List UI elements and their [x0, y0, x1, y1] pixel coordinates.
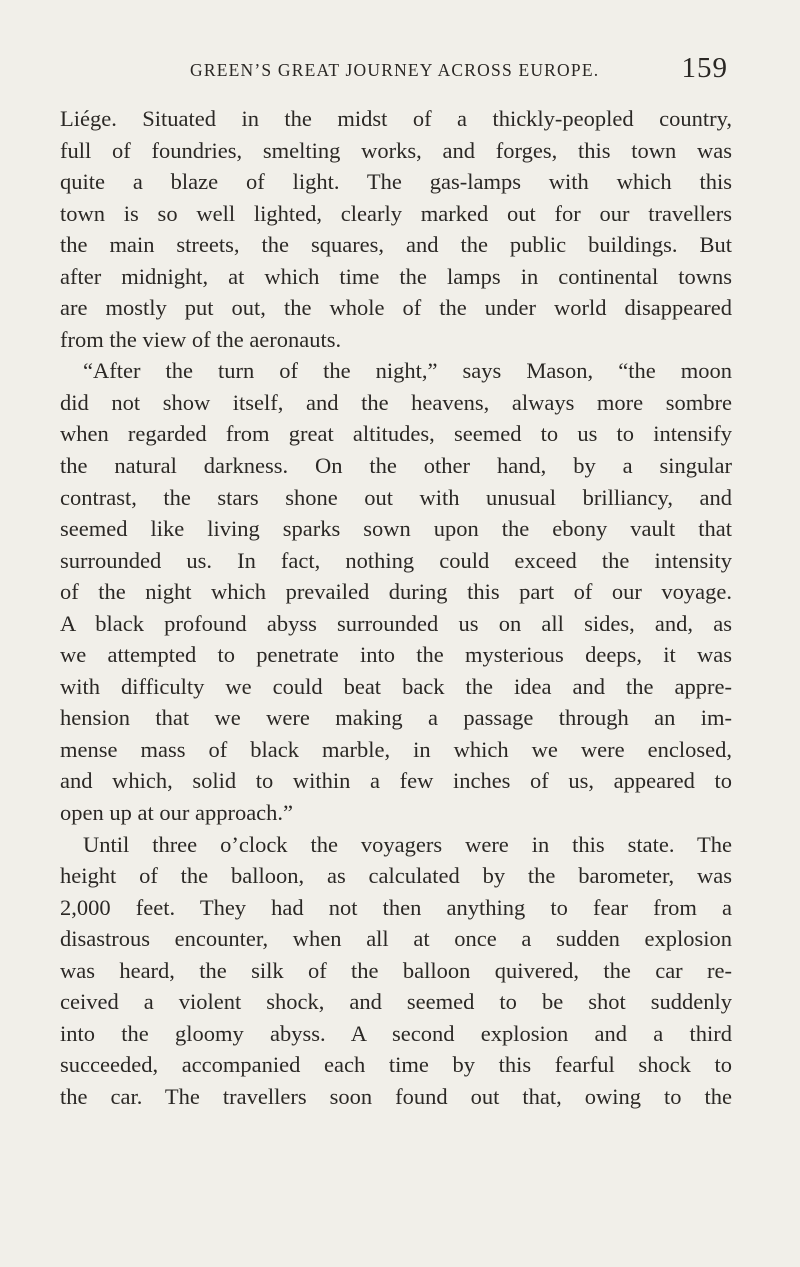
text-line: and which, solid to within a few inches of us, appeared to	[60, 768, 732, 794]
running-head: GREEN’S GREAT JOURNEY ACROSS EUROPE.	[190, 60, 600, 80]
text-line: into the gloomy abyss. A second explosion and a third	[60, 1020, 732, 1046]
text-line: hension that we were making a passage through an im-	[60, 705, 732, 731]
text-line: “After the turn of the night,” says Mason, “the moon	[83, 358, 732, 384]
text-line: succeeded, accompanied each time by this fearful shock to	[60, 1052, 732, 1078]
text-line: height of the balloon, as calculated by the barometer, was	[60, 863, 732, 889]
text-line: A black profound abyss surrounded us on all sides, and, as	[60, 610, 732, 636]
text-line: did not show itself, and the heavens, always more sombre	[60, 389, 732, 415]
text-line: ceived a violent shock, and seemed to be shot suddenly	[60, 989, 732, 1015]
text-line: are mostly put out, the whole of the under world disappeared	[60, 295, 732, 321]
text-line: open up at our approach.”	[60, 800, 294, 826]
text-line: quite a blaze of light. The gas-lamps with which this	[60, 169, 732, 195]
body-text	[60, 103, 732, 1113]
text-line: we attempted to penetrate into the mysterious deeps, it was	[60, 642, 732, 668]
text-line: surrounded us. In fact, nothing could exceed the intensity	[60, 547, 732, 573]
text-line: full of foundries, smelting works, and forges, this town was	[60, 137, 732, 163]
text-line: contrast, the stars shone out with unusual brilliancy, and	[60, 484, 732, 510]
text-line: town is so well lighted, clearly marked out for our travellers	[60, 200, 732, 226]
text-line: was heard, the silk of the balloon quivered, the car re-	[60, 957, 732, 983]
text-line: mense mass of black marble, in which we were enclosed,	[60, 736, 732, 762]
text-line: of the night which prevailed during this part of our voyage.	[60, 579, 732, 605]
text-line: Until three o’clock the voyagers were in this state. The	[83, 831, 732, 857]
text-line: after midnight, at which time the lamps in continental towns	[60, 263, 732, 289]
text-line: Liége. Situated in the midst of a thickly-peopled country,	[60, 106, 732, 131]
text-line: seemed like living sparks sown upon the ebony vault that	[60, 516, 732, 542]
text-line: 2,000 feet. They had not then anything to fear from a	[60, 894, 732, 920]
text-line: disastrous encounter, when all at once a sudden explosion	[60, 926, 732, 952]
text-line: the car. The travellers soon found out that, owing to the	[60, 1083, 732, 1109]
text-line: with difficulty we could beat back the idea and the appre-	[60, 673, 732, 699]
page-header	[168, 52, 728, 90]
text-line: from the view of the aeronauts.	[60, 326, 342, 352]
text-line: when regarded from great altitudes, seemed to us to intensify	[60, 421, 732, 447]
text-line: the natural darkness. On the other hand, by a singular	[60, 453, 732, 479]
page-number: 159	[681, 52, 728, 84]
text-line: the main streets, the squares, and the public buildings. But	[60, 232, 732, 258]
